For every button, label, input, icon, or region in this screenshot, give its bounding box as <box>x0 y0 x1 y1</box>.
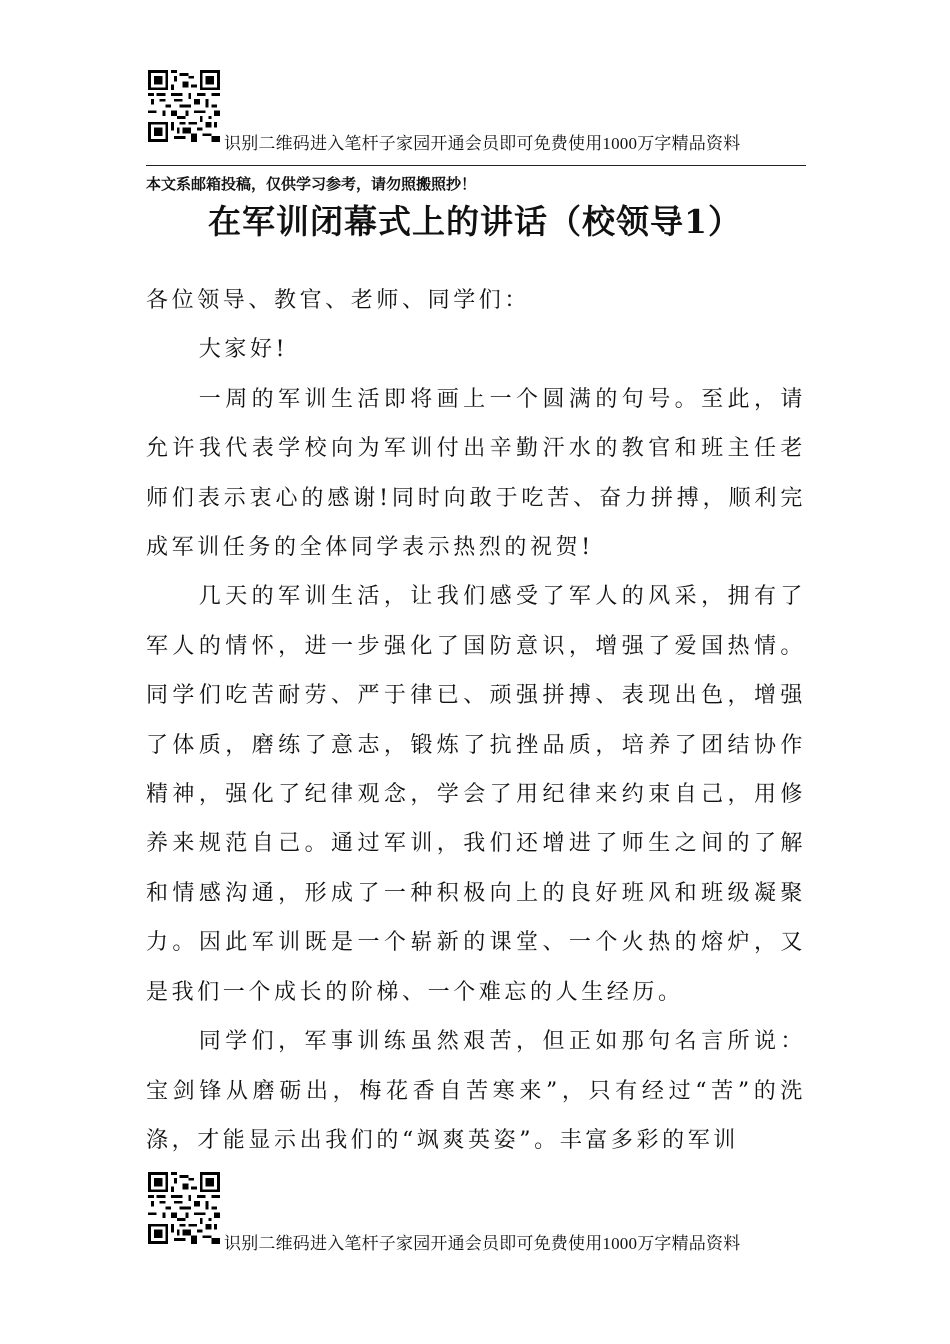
header-divider <box>146 165 806 166</box>
paragraph: 同学们，军事训练虽然艰苦，但正如那句名言所说：宝剑锋从磨砺出，梅花香自苦寒来”，只有经过“苦”的洗涤，才能显示出我们的“飒爽英姿”。丰富多彩的军训 <box>146 1029 806 1153</box>
paragraph: 一周的军训生活即将画上一个圆满的句号。至此，请允许我代表学校向为军训付出辛勤汗水的教官和班主任老师们表示衷心的感谢!同时向敢于吃苦、奋力拼搏，顺利完成军训任务的全体同学表示热烈的祝贺! <box>146 386 806 561</box>
paragraph: 几天的军训生活，让我们感受了军人的风采，拥有了军人的情怀，进一步强化了国防意识，增强了爱国热情。同学们吃苦耐劳、严于律已、顽强拼搏、表现出色，增强了体质，磨练了意志，锻炼了抗挫品质，培养了团结协作精神，强化了纪律观念，学会了用纪律来约束自己，用修养来规范自己。通过军训，我们还增进了师生之间的了解和情感沟通，形成了一种积极向上的良好班风和班级凝聚力。因此军训既是一个崭新的课堂、一个火热的熔炉，又是我们一个成长的阶梯、一个难忘的人生经历。 <box>146 584 806 1005</box>
document-body <box>146 276 806 1165</box>
greeting: 大家好! <box>198 337 289 363</box>
qr-code-icon <box>148 70 220 142</box>
header-banner-text: 识别二维码进入笔杆子家园开通会员即可免费使用1000万字精品资料 <box>224 134 741 153</box>
qr-code-icon <box>148 1172 220 1244</box>
submission-notice: 本文系邮箱投稿，仅供学习参考，请勿照搬照抄！ <box>146 175 477 193</box>
page-title: 在军训闭幕式上的讲话（校领导1） <box>208 202 742 241</box>
salutation: 各位领导、教官、老师、同学们： <box>146 288 531 313</box>
footer-banner-text: 识别二维码进入笔杆子家园开通会员即可免费使用1000万字精品资料 <box>224 1234 741 1253</box>
